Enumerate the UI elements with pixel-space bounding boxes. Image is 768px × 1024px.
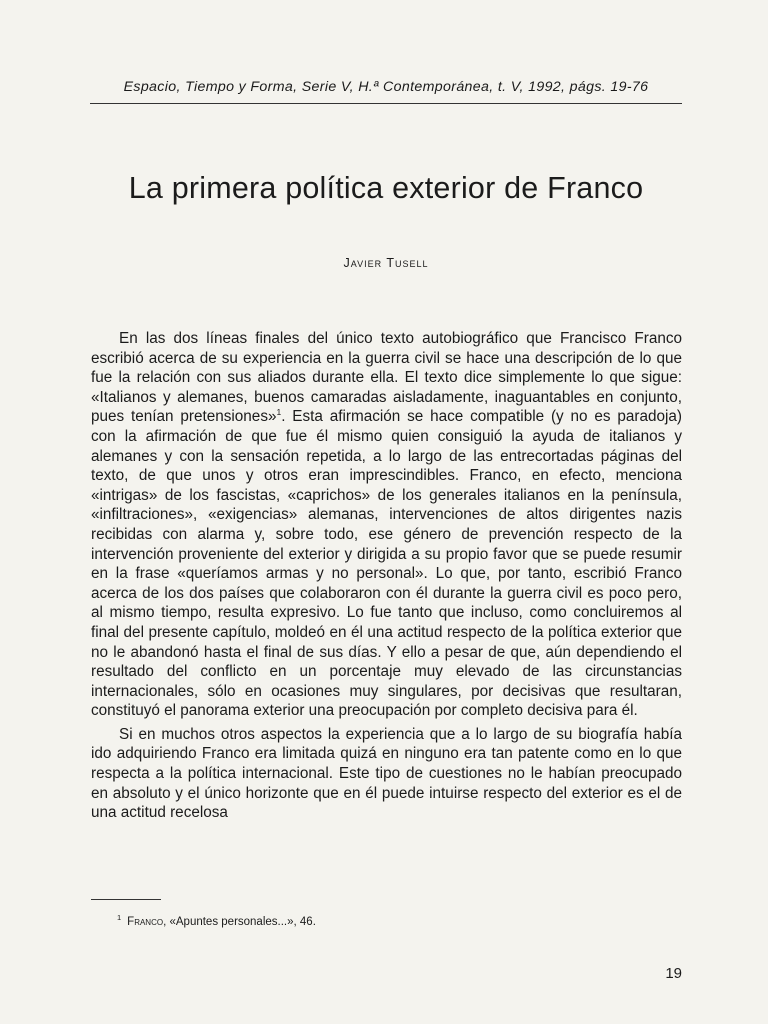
page-number: 19 xyxy=(665,965,682,982)
footnote-text: , «Apuntes personales...», 46. xyxy=(163,916,316,928)
article-body xyxy=(91,329,682,827)
header-rule xyxy=(90,103,682,104)
paragraph-2: Si en muchos otros aspectos la experiencia que a lo largo de su biografía había ido adquiriendo Franco era limitada quizá en ninguno era tan patente como en lo que respecta a la política internacional. Este tipo de cuestiones no le habían preocupado en absoluto y el único horizonte que en él puede intuirse respecto del exterior es el de una actitud recelosa xyxy=(91,725,682,822)
running-head: Espacio, Tiempo y Forma, Serie V, H.ª Contemporánea, t. V, 1992, págs. 19-76 xyxy=(123,79,649,95)
paragraph-1 xyxy=(91,329,682,721)
footnote-rule xyxy=(91,899,161,900)
paragraph-1-text-end: . Esta afirmación se hace compatible (y no es paradoja) con la afirmación de que fue él mismo quien consiguió la ayuda de italianos y alemanes y con la sensación repetida, a lo largo de las entrecortadas páginas del texto, de que unos y otros eran imprescindibles. Franco, en efecto, menciona «intrigas» de los fascistas, «caprichos» de los generales italianos en la península, «infiltraciones», «exigencias» alemanas, intervenciones de altos dirigentes nazis recibidas con alarma y, sobre todo, ese género de prevención respecto de la intervención proveniente del exterior y dirigida a su propio favor que se puede resumir en la frase «queríamos armas y no personal». Lo que, por tanto, escribió Franco acerca de los dos países que colaboraron con él durante la guerra civil es poco pero, al mismo tiempo, resulta expresivo. Lo fue tanto que incluso, como concluiremos al final del presente capítulo, moldeó en él una actitud respecto de la política exterior que no le abandonó hasta el final de sus días. Y ello a pesar de que, aún dependiendo el resultado del conflicto en un porcentaje muy elevado de las circunstancias internacionales, sólo en ocasiones muy singulares, por decisivas que resultaran, constituyó el panorama exterior una preocupación por completo decisiva para él. xyxy=(91,408,683,720)
author-name: Javier Tusell xyxy=(343,256,429,270)
footnote-reference[interactable]: 1 xyxy=(276,407,282,418)
footnote xyxy=(117,913,316,928)
footnote-author: Franco xyxy=(127,916,164,928)
article-title: La primera política exterior de Franco xyxy=(128,171,644,205)
paragraph-1-text-start: En las dos líneas finales del único texto autobiográfico que Francisco Franco escribió acerca de su experiencia en la guerra civil se hace una descripción de lo que fue la relación con sus aliados durante ella. El texto dice simplemente lo que sigue: «Italianos y alemanes, buenos camaradas aisladamente, inaguantables en conjunto, pues tenían pretensiones» xyxy=(91,330,682,426)
footnote-number: 1 xyxy=(117,913,122,923)
